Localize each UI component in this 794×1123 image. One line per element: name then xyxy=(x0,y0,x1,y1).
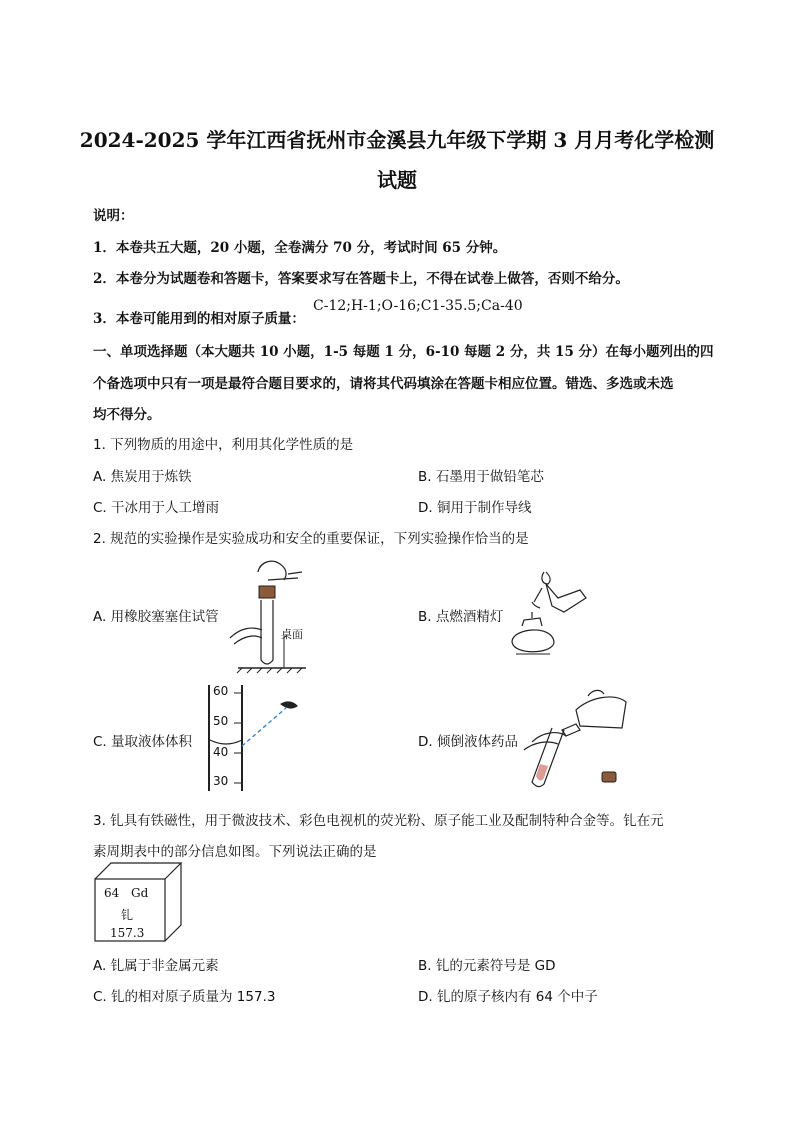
note-3: 3．本卷可能用到的相对原子质量： xyxy=(93,311,305,327)
notes-heading: 说明： xyxy=(93,208,134,224)
element-mass: 157.3 xyxy=(110,926,145,940)
section1-line1: 一、单项选择题（本大题共 10 小题，1-5 每题 1 分，6-10 每题 2 分，共 15 分）在每小题列出的四 xyxy=(93,344,714,360)
q1-option-c: C. 干冰用于人工增雨 xyxy=(93,500,220,516)
pouring-liquid-figure xyxy=(518,684,630,790)
scale-60: 60 xyxy=(213,684,229,698)
scale-50: 50 xyxy=(213,714,229,728)
q2-option-b: B. 点燃酒精灯 xyxy=(418,609,504,625)
q3-stem-line1: 3. 钆具有铁磁性，用于微波技术、彩色电视机的荧光粉、原子能工业及配制特种合金等。钆在元 xyxy=(93,813,664,829)
atomic-masses: C-12;H-1;O-16;C1-35.5;Ca-40 xyxy=(313,298,523,314)
q1-option-d: D. 铜用于制作导线 xyxy=(418,500,532,516)
q1-stem: 1. 下列物质的用途中，利用其化学性质的是 xyxy=(93,437,354,453)
doc-title-line1: 2024-2025 学年江西省抚州市金溪县九年级下学期 3 月月考化学检测 xyxy=(79,128,715,152)
q1-option-a: A. 焦炭用于炼铁 xyxy=(93,469,192,485)
note-2: 2．本卷分为试题卷和答题卡，答案要求写在答题卡上，不得在试卷上做答，否则不给分。 xyxy=(93,271,629,287)
element-number: 64 xyxy=(104,886,120,900)
q3-option-a: A. 钆属于非金属元素 xyxy=(93,958,219,974)
q1-option-b: B. 石墨用于做铅笔芯 xyxy=(418,469,544,485)
q3-option-b: B. 钆的元素符号是 GD xyxy=(418,958,556,974)
q3-option-c: C. 钆的相对原子质量为 157.3 xyxy=(93,989,276,1005)
alcohol-lamp-figure xyxy=(506,568,590,662)
scale-40: 40 xyxy=(213,745,229,759)
scale-30: 30 xyxy=(213,774,229,788)
q2-option-c: C. 量取液体体积 xyxy=(93,734,193,750)
section1-line2: 个备选项中只有一项是最符合题目要求的，请将其代码填涂在答题卡相应位置。错选、多选或未选 xyxy=(93,376,674,392)
cylinder-reading-figure xyxy=(200,690,300,790)
note-1: 1．本卷共五大题，20 小题，全卷满分 70 分，考试时间 65 分钟。 xyxy=(93,240,507,256)
doc-title-line2: 试题 xyxy=(377,168,417,192)
q2-stem: 2. 规范的实验操作是实验成功和安全的重要保证，下列实验操作恰当的是 xyxy=(93,531,529,547)
q3-stem-line2: 素周期表中的部分信息如图。下列说法正确的是 xyxy=(93,844,377,860)
section1-line3: 均不得分。 xyxy=(93,407,161,423)
q3-option-d: D. 钆的原子核内有 64 个中子 xyxy=(418,989,598,1005)
element-symbol: Gd xyxy=(131,886,149,900)
q2-option-d: D. 倾倒液体药品 xyxy=(418,734,518,750)
test-tube-stopper-figure xyxy=(228,552,308,674)
q2-option-a: A. 用橡胶塞塞住试管 xyxy=(93,609,219,625)
q2-a-table-label: 桌面 xyxy=(281,628,303,641)
element-name: 钆 xyxy=(121,908,134,922)
